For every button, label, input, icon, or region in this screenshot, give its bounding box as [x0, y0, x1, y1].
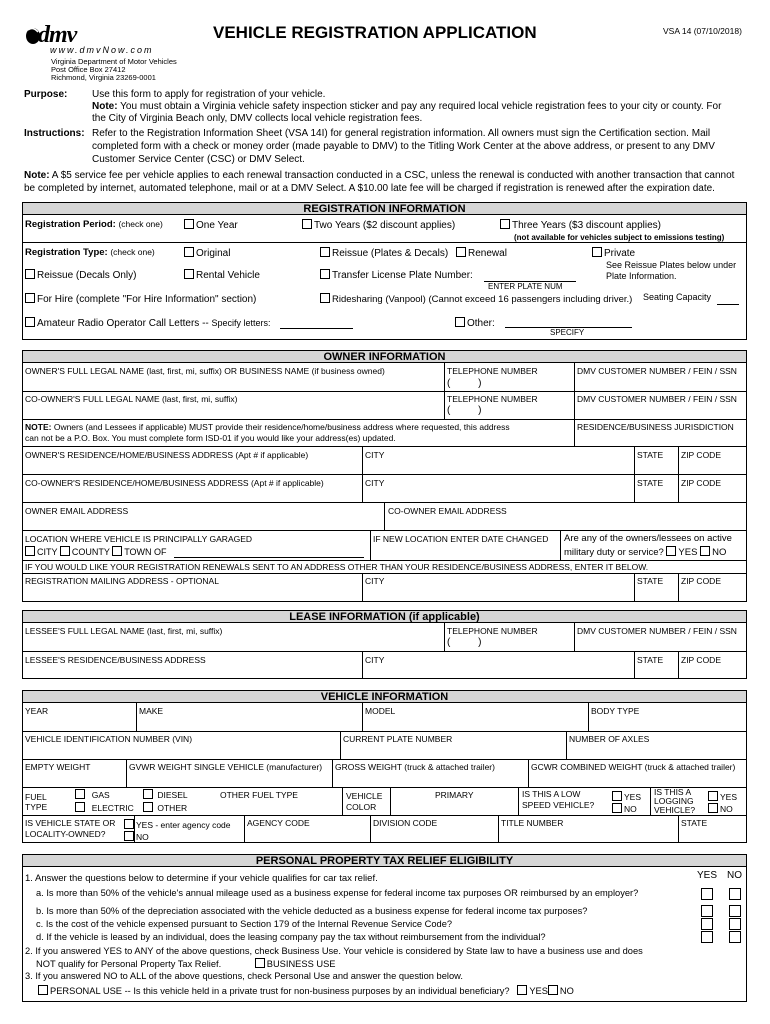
vin-field[interactable]: VEHICLE IDENTIFICATION NUMBER (VIN)	[25, 734, 193, 744]
reissue-decals-option[interactable]	[25, 269, 136, 281]
coowner-city-field[interactable]: CITY	[365, 478, 385, 488]
business-use-label: BUSINESS USE	[266, 959, 336, 969]
mailing-address-field[interactable]: REGISTRATION MAILING ADDRESS - OPTIONAL	[25, 576, 219, 586]
military-yes-label: YES	[678, 547, 698, 558]
seating-capacity-label: Seating Capacity	[643, 292, 712, 302]
tax-question-c: c. Is the cost of the vehicle expensed pursuant to Section 179 of the Internal Revenue Service Code?	[36, 919, 453, 929]
tax-question-2a: 2. If you answered YES to ANY of the above questions, check Business Use. Your vehicle is considered by State law to have a business use and does	[25, 946, 643, 956]
trust-yes-label: YES	[529, 986, 548, 996]
address-note-line2: can not be a P.O. Box. You must complete form ISD-01 if you would like your address(es) updated.	[25, 433, 396, 443]
qc-no-checkbox[interactable]	[729, 918, 741, 930]
military-yes-checkbox[interactable]	[666, 546, 676, 556]
amateur-label: Amateur Radio Operator Call Letters --	[37, 318, 209, 329]
low-speed-yes-label: YES	[624, 792, 642, 802]
three-years-checkbox[interactable]	[500, 219, 510, 229]
military-no-label: NO	[712, 547, 727, 558]
vehicle-color-label2: COLOR	[346, 802, 377, 812]
coowner-state-field[interactable]: STATE	[637, 478, 664, 488]
gas-checkbox[interactable]	[75, 789, 85, 799]
garaged-location-label: LOCATION WHERE VEHICLE IS PRINCIPALLY GARAGED	[25, 534, 253, 544]
other-fuel-label: OTHER	[157, 803, 188, 813]
tax-question-d: d. If the vehicle is leased by an individual, does the leasing company pay the tax without reimbursement from the individual?	[36, 932, 546, 942]
type-row	[25, 247, 155, 258]
owner-zip-field[interactable]: ZIP CODE	[681, 450, 721, 460]
instructions-label: Instructions:	[24, 128, 85, 139]
logging-no-checkbox[interactable]	[708, 803, 718, 813]
coowner-dmv-number-field[interactable]: DMV CUSTOMER NUMBER / FEIN / SSN	[577, 394, 737, 404]
tax-question-3: 3. If you answered NO to ALL of the above questions, check Personal Use and answer the question below.	[25, 971, 463, 981]
gcwr-field[interactable]: GCWR COMBINED WEIGHT (truck & attached trailer)	[531, 762, 736, 772]
lessee-telephone-field[interactable]: TELEPHONE NUMBER	[447, 626, 538, 636]
tax-yes-header: YES	[697, 870, 718, 881]
other-checkbox[interactable]	[455, 317, 465, 327]
low-speed-no-label: NO	[624, 804, 637, 814]
instructions-line2: completed form with a check or money order (made payable to DMV) to the Titling Work Center at the above address, or present to any DMV	[92, 141, 715, 152]
period-row	[25, 219, 163, 230]
axles-field[interactable]: NUMBER OF AXLES	[569, 734, 650, 744]
purpose-label: Purpose:	[24, 89, 68, 100]
purpose-text: Use this form to apply for registration of your vehicle.	[92, 89, 326, 100]
lessee-zip-field[interactable]: ZIP CODE	[681, 655, 721, 665]
town-of-input[interactable]	[174, 557, 364, 558]
amateur-checkbox[interactable]	[25, 317, 35, 327]
mailing-state-field[interactable]: STATE	[637, 576, 664, 586]
mailing-zip-field[interactable]: ZIP CODE	[681, 576, 721, 586]
transfer-plate-option[interactable]	[320, 269, 473, 281]
title-state-field[interactable]: STATE	[681, 818, 708, 828]
diesel-option[interactable]	[143, 789, 188, 800]
owner-telephone-field[interactable]: TELEPHONE NUMBER	[447, 366, 538, 376]
instructions-line1: Refer to the Registration Information Sheet (VSA 14I) for general registration information. All owners must sign the Certification section. Mail	[92, 128, 711, 139]
lessee-name-field[interactable]: LESSEE'S FULL LEGAL NAME (last, first, mi, suffix)	[25, 626, 223, 636]
title-number-field[interactable]: TITLE NUMBER	[501, 818, 564, 828]
three-years-option[interactable]	[500, 219, 661, 231]
owner-name-field[interactable]: OWNER'S FULL LEGAL NAME (last, first, mi, suffix) OR BUSINESS NAME (if business owned)	[25, 366, 385, 376]
logging-yes[interactable]	[708, 791, 737, 802]
two-years-label: Two Years ($2 discount applies)	[314, 220, 456, 231]
type-label: TYPE	[25, 802, 48, 812]
military-question-2	[564, 546, 726, 558]
two-years-checkbox[interactable]	[302, 219, 312, 229]
empty-weight-field[interactable]: EMPTY WEIGHT	[25, 762, 91, 772]
primary-color-field[interactable]: PRIMARY	[435, 790, 474, 800]
type-label: Registration Type:	[25, 247, 108, 258]
enter-plate-caption: ENTER PLATE NUM	[488, 282, 563, 291]
logging-label3: VEHICLE?	[654, 805, 696, 815]
coowner-zip-field[interactable]: ZIP CODE	[681, 478, 721, 488]
low-speed-no[interactable]	[612, 803, 637, 814]
mailing-city-field[interactable]: CITY	[365, 576, 385, 586]
agency-address1: Post Office Box 27412	[51, 65, 126, 74]
type-check-one: (check one)	[110, 247, 155, 257]
vehicle-heading: VEHICLE INFORMATION	[22, 690, 747, 703]
military-no-checkbox[interactable]	[700, 546, 710, 556]
lessee-phone-parens: ( )	[447, 637, 482, 648]
garaged-city-checkbox[interactable]	[25, 546, 35, 556]
see-reissue-note: See Reissue Plates below under	[606, 260, 737, 270]
rental-label: Rental Vehicle	[196, 270, 260, 281]
owner-note1: Owners (and Lessees if applicable) MUST provide their residence/home/business address where requested, this address	[53, 422, 510, 432]
electric-option[interactable]	[75, 802, 134, 813]
coowner-address-field[interactable]: CO-OWNER'S RESIDENCE/HOME/BUSINESS ADDRESS (Apt # if applicable)	[25, 478, 324, 488]
state-owned-yes[interactable]	[124, 819, 231, 830]
plate-info-note: Plate Information.	[606, 271, 677, 281]
diesel-checkbox[interactable]	[143, 789, 153, 799]
coowner-telephone-field[interactable]: TELEPHONE NUMBER	[447, 394, 538, 404]
lessee-city-field[interactable]: CITY	[365, 655, 385, 665]
period-label: Registration Period:	[25, 219, 116, 230]
fee-note1: A $5 service fee per vehicle applies to each renewal transaction conducted in a CSC, unless the renewal is conducted with another transaction that cannot	[51, 170, 735, 181]
state-owned-no[interactable]	[124, 831, 149, 842]
website: www.dmvNow.com	[50, 45, 154, 55]
logging-no[interactable]	[708, 803, 733, 814]
qa-no-checkbox[interactable]	[729, 888, 741, 900]
tax-question-2b	[36, 958, 335, 969]
fuel-label: FUEL	[25, 792, 47, 802]
reissue-plates-label: Reissue (Plates & Decals)	[332, 248, 449, 259]
ridesharing-checkbox[interactable]	[320, 293, 330, 303]
one-year-option[interactable]	[184, 219, 238, 231]
model-field[interactable]: MODEL	[365, 706, 396, 716]
specify-letters-label: Specify letters:	[211, 318, 271, 328]
period-check-one: (check one)	[118, 219, 163, 229]
qb-yes-checkbox[interactable]	[701, 905, 713, 917]
three-years-label: Three Years ($3 discount applies)	[512, 220, 661, 231]
qb-no-checkbox[interactable]	[729, 905, 741, 917]
fee-note-line2: be completed by internet, automated telephone, mail or at a DMV Select. A $10.00 late fee will be charged if registration is renewed after the expiration date.	[24, 183, 715, 194]
state-owned-yes-label: YES - enter agency code	[136, 820, 231, 830]
tax-question-a: a. Is more than 50% of the vehicle's annual mileage used as a business expense for federal income tax purposes OR reimbursed by an employer?	[36, 888, 639, 898]
other-fuel-checkbox[interactable]	[143, 802, 153, 812]
gvwr-field[interactable]: GVWR WEIGHT SINGLE VEHICLE (manufacturer)	[129, 762, 323, 772]
owner-note-label: NOTE:	[25, 422, 52, 432]
garaged-town-label: TOWN OF	[124, 547, 167, 557]
logging-no-label: NO	[720, 804, 733, 814]
coowner-email-field[interactable]: CO-OWNER EMAIL ADDRESS	[388, 506, 507, 516]
seating-capacity-input[interactable]	[717, 304, 739, 305]
renewal-option[interactable]	[456, 247, 507, 259]
qa-yes-checkbox[interactable]	[701, 888, 713, 900]
two-years-option[interactable]	[302, 219, 455, 231]
trust-yes-checkbox[interactable]	[517, 985, 527, 995]
ridesharing-label: Ridesharing (Vanpool) (Cannot exceed 16 passengers including driver.)	[332, 294, 633, 305]
tax-q2b-text: NOT qualify for Personal Property Tax Relief.	[36, 959, 222, 969]
electric-label: ELECTRIC	[91, 803, 134, 813]
gross-weight-field[interactable]: GROSS WEIGHT (truck & attached trailer)	[335, 762, 495, 772]
diesel-label: DIESEL	[157, 790, 188, 800]
tax-question-b: b. Is more than 50% of the depreciation associated with the vehicle deducted as a business expense for federal income tax purposes?	[36, 906, 588, 916]
emissions-note: (not available for vehicles subject to emissions testing)	[514, 233, 725, 242]
state-owned-label2: LOCALITY-OWNED?	[25, 829, 106, 839]
transfer-plate-label: Transfer License Plate Number:	[332, 270, 473, 281]
qd-no-checkbox[interactable]	[729, 931, 741, 943]
coowner-phone-parens: ( )	[447, 405, 482, 416]
jurisdiction-field[interactable]: RESIDENCE/BUSINESS JURISDICTION	[577, 422, 734, 432]
low-speed-no-checkbox[interactable]	[612, 803, 622, 813]
rental-checkbox[interactable]	[184, 269, 194, 279]
new-location-date-field[interactable]: IF NEW LOCATION ENTER DATE CHANGED	[373, 534, 549, 544]
personal-use-row	[38, 985, 574, 996]
tax-question-1: 1. Answer the questions below to determine if your vehicle qualifies for car tax relief.	[25, 873, 378, 884]
state-owned-no-checkbox[interactable]	[124, 831, 134, 841]
one-year-checkbox[interactable]	[184, 219, 194, 229]
specify-caption: SPECIFY	[550, 328, 585, 337]
trust-no-checkbox[interactable]	[548, 985, 558, 995]
year-field[interactable]: YEAR	[25, 706, 49, 716]
make-field[interactable]: MAKE	[139, 706, 164, 716]
lease-heading: LEASE INFORMATION (if applicable)	[22, 610, 747, 623]
purpose-note-line1	[92, 101, 721, 112]
logging-label1: IS THIS A	[654, 787, 692, 797]
lessee-dmv-number-field[interactable]: DMV CUSTOMER NUMBER / FEIN / SSN	[577, 626, 737, 636]
original-checkbox[interactable]	[184, 247, 194, 257]
form-id: VSA 14 (07/10/2018)	[663, 26, 742, 36]
page-title: VEHICLE REGISTRATION APPLICATION	[213, 23, 537, 42]
state-owned-label1: IS VEHICLE STATE OR	[25, 818, 116, 828]
current-plate-field[interactable]: CURRENT PLATE NUMBER	[343, 734, 453, 744]
for-hire-checkbox[interactable]	[25, 293, 35, 303]
ridesharing-option[interactable]	[320, 293, 632, 305]
owner-dmv-number-field[interactable]: DMV CUSTOMER NUMBER / FEIN / SSN	[577, 366, 737, 376]
personal-use-checkbox[interactable]	[38, 985, 48, 995]
gas-label: GAS	[91, 790, 110, 800]
address-note-line1	[25, 422, 510, 432]
reissue-plates-checkbox[interactable]	[320, 247, 330, 257]
owner-address-field[interactable]: OWNER'S RESIDENCE/HOME/BUSINESS ADDRESS (Apt # if applicable)	[25, 450, 309, 460]
fee-note-label: Note:	[24, 170, 50, 181]
personal-use-label: PERSONAL USE -- Is this vehicle held in a private trust for non-business purposes by an individual beneficiary?	[50, 986, 510, 996]
renewals-address-note: IF YOU WOULD LIKE YOUR REGISTRATION RENEWALS SENT TO AN ADDRESS OTHER THAN YOUR RESIDENCE/BUSINESS ADDRESS, ENTER IT BELOW.	[25, 562, 649, 572]
renewal-checkbox[interactable]	[456, 247, 466, 257]
reissue-decals-checkbox[interactable]	[25, 269, 35, 279]
trust-no-label: NO	[559, 986, 574, 996]
division-code-field[interactable]: DIVISION CODE	[373, 818, 438, 828]
garaged-county-checkbox[interactable]	[60, 546, 70, 556]
reissue-decals-label: Reissue (Decals Only)	[37, 270, 137, 281]
tax-heading: PERSONAL PROPERTY TAX RELIEF ELIGIBILITY	[22, 854, 747, 867]
instructions-line3: Customer Service Center (CSC) or DMV Select.	[92, 154, 305, 165]
transfer-plate-checkbox[interactable]	[320, 269, 330, 279]
garaged-options	[25, 546, 167, 557]
agency-name: Virginia Department of Motor Vehicles	[51, 57, 177, 66]
logging-yes-label: YES	[720, 792, 738, 802]
state-owned-yes-checkbox[interactable]	[124, 819, 134, 829]
rental-option[interactable]	[184, 269, 260, 281]
low-speed-yes-checkbox[interactable]	[612, 791, 622, 801]
coowner-name-field[interactable]: CO-OWNER'S FULL LEGAL NAME (last, first, mi, suffix)	[25, 394, 238, 404]
amateur-option[interactable]	[25, 317, 271, 329]
note-label: Note:	[92, 101, 118, 112]
owner-email-field[interactable]: OWNER EMAIL ADDRESS	[25, 506, 129, 516]
garaged-county-label: COUNTY	[71, 547, 110, 557]
vehicle-color-label1: VEHICLE	[346, 791, 383, 801]
fee-note-line1	[24, 170, 734, 181]
private-option[interactable]	[592, 247, 635, 259]
qd-yes-checkbox[interactable]	[701, 931, 713, 943]
other-fuel-option[interactable]	[143, 802, 187, 813]
reissue-plates-option[interactable]	[320, 247, 448, 259]
owner-city-field[interactable]: CITY	[365, 450, 385, 460]
owner-phone-parens: ( )	[447, 378, 482, 389]
low-speed-yes[interactable]	[612, 791, 641, 802]
owner-state-field[interactable]: STATE	[637, 450, 664, 460]
registration-heading: REGISTRATION INFORMATION	[22, 202, 747, 215]
other-fuel-type-field[interactable]: OTHER FUEL TYPE	[220, 790, 298, 800]
original-label: Original	[196, 248, 231, 259]
gas-option[interactable]	[75, 789, 110, 800]
private-checkbox[interactable]	[592, 247, 602, 257]
private-label: Private	[604, 248, 636, 259]
call-letters-input[interactable]	[280, 328, 353, 329]
agency-code-field[interactable]: AGENCY CODE	[247, 818, 310, 828]
logging-label2: LOGGING	[654, 796, 694, 806]
one-year-label: One Year	[196, 220, 238, 231]
state-owned-no-label: NO	[136, 832, 149, 842]
purpose-note1: You must obtain a Virginia vehicle safety inspection sticker and pay any required local vehicle registration fees to your city or county. For	[120, 101, 722, 112]
lessee-state-field[interactable]: STATE	[637, 655, 664, 665]
for-hire-option[interactable]	[25, 293, 256, 305]
low-speed-label1: IS THIS A LOW	[522, 789, 581, 799]
for-hire-label: For Hire (complete "For Hire Information" section)	[37, 294, 257, 305]
renewal-label: Renewal	[468, 248, 507, 259]
low-speed-label2: SPEED VEHICLE?	[522, 800, 595, 810]
logo-text: dmv	[38, 22, 77, 48]
garaged-city-label: CITY	[37, 547, 58, 557]
agency-address2: Richmond, Virginia 23269-0001	[51, 73, 156, 82]
business-use-checkbox[interactable]	[255, 958, 265, 968]
garaged-town-checkbox[interactable]	[112, 546, 122, 556]
logging-yes-checkbox[interactable]	[708, 791, 718, 801]
lessee-address-field[interactable]: LESSEE'S RESIDENCE/BUSINESS ADDRESS	[25, 655, 206, 665]
tax-no-header: NO	[727, 870, 742, 881]
electric-checkbox[interactable]	[75, 802, 85, 812]
body-type-field[interactable]: BODY TYPE	[591, 706, 640, 716]
qc-yes-checkbox[interactable]	[701, 918, 713, 930]
original-option[interactable]	[184, 247, 230, 259]
purpose-note-line2: the City of Virginia Beach only, DMV collects local vehicle registration fees.	[92, 113, 423, 124]
military-q2-text: military duty or service?	[564, 547, 664, 558]
other-label: Other:	[467, 318, 495, 329]
other-option[interactable]	[455, 317, 495, 329]
military-question-1: Are any of the owners/lessees on active	[564, 533, 732, 544]
owner-heading: OWNER INFORMATION	[22, 350, 747, 363]
